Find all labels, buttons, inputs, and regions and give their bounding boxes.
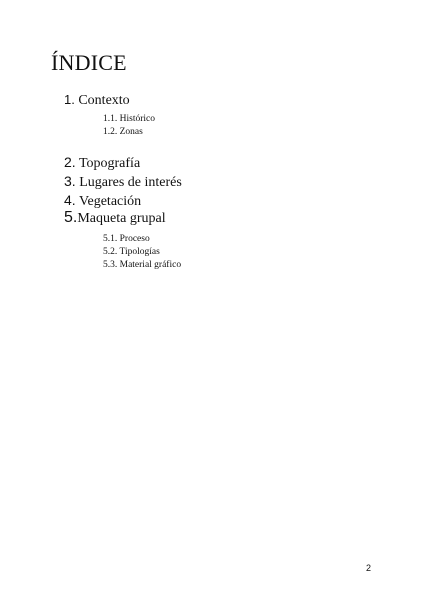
toc-item-lugares <box>64 172 182 192</box>
page-number: 2 <box>366 563 372 573</box>
toc-subitem-label: Proceso <box>119 234 150 244</box>
toc-subitem-historico <box>103 113 155 125</box>
toc-item-label: Vegetación <box>78 194 142 209</box>
toc-subitem-material <box>103 259 181 271</box>
toc-item-label: Contexto <box>78 93 130 108</box>
toc-subitem-zonas <box>103 126 143 138</box>
toc-subitem-label: Zonas <box>119 127 143 137</box>
toc-item-number: 1. <box>64 92 75 107</box>
toc-subitem-number: 1.2. <box>103 127 118 137</box>
toc-item-maqueta <box>64 209 166 228</box>
toc-subitem-number: 5.1. <box>103 234 118 244</box>
toc-item-vegetacion <box>64 191 141 211</box>
toc-item-number: 2. <box>64 154 76 170</box>
toc-subitem-label: Tipologías <box>119 247 160 257</box>
toc-item-label: Lugares de interés <box>79 175 182 190</box>
toc-subitem-label: Histórico <box>119 114 155 124</box>
toc-item-topografia <box>64 153 140 173</box>
toc-item-label: Topografía <box>78 156 141 171</box>
toc-item-contexto <box>64 91 130 110</box>
toc-item-number: 5. <box>64 209 78 226</box>
toc-subitem-tipologias <box>103 246 160 258</box>
toc-subitem-proceso <box>103 233 150 245</box>
toc-subitem-number: 5.2. <box>103 247 118 257</box>
toc-subitem-number: 5.3. <box>103 260 118 270</box>
toc-item-number: 3. <box>64 173 76 189</box>
toc-subitem-number: 1.1. <box>103 114 118 124</box>
page-title: ÍNDICE <box>51 50 127 75</box>
toc-subitem-label: Material gráfico <box>119 260 182 270</box>
toc-item-label: Maqueta grupal <box>77 211 166 226</box>
toc-item-number: 4. <box>64 192 76 208</box>
